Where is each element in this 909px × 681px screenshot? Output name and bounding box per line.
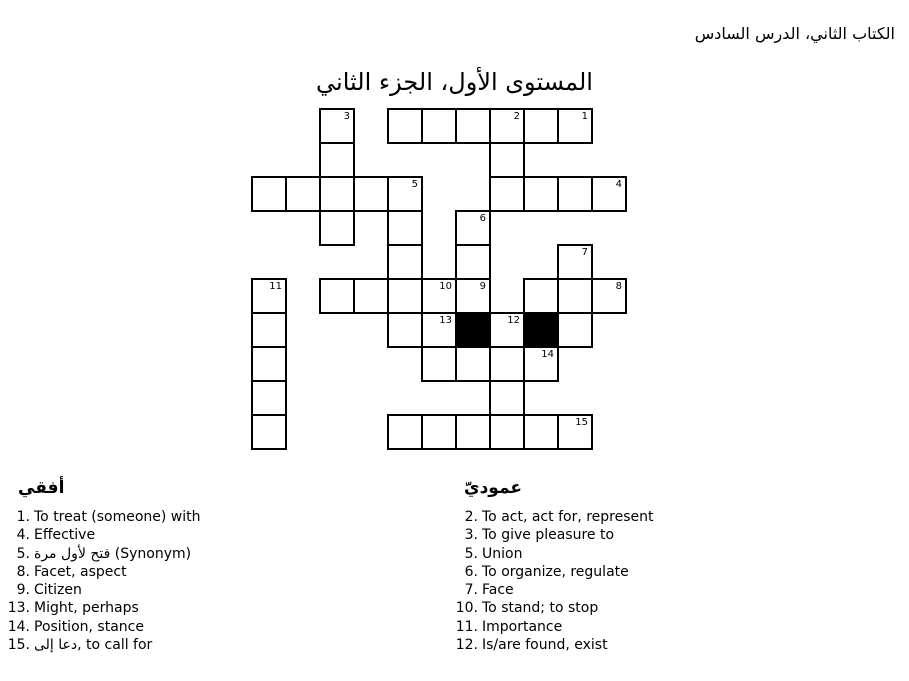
clue-number: 13. <box>7 600 30 617</box>
crossword-cell[interactable] <box>251 312 287 348</box>
down-heading: عموديّ <box>464 478 522 498</box>
crossword-cell[interactable] <box>353 278 389 314</box>
clue-number: 14. <box>7 618 30 635</box>
clue-number: 13 <box>439 315 452 326</box>
crossword-cell[interactable] <box>319 176 355 212</box>
crossword-cell[interactable] <box>421 278 457 314</box>
clue-number: 2. <box>464 509 478 525</box>
down-clue <box>448 545 654 563</box>
crossword-black-cell <box>523 312 559 348</box>
crossword-cell[interactable] <box>489 312 525 348</box>
crossword-cell[interactable] <box>319 108 355 144</box>
across-clue <box>0 545 201 563</box>
crossword-cell[interactable] <box>251 278 287 314</box>
clue-text: Importance <box>482 618 563 635</box>
down-clue <box>448 599 654 617</box>
across-clue <box>0 508 201 526</box>
clue-number: 12. <box>455 637 478 654</box>
crossword-cell[interactable] <box>489 346 525 382</box>
crossword-cell[interactable] <box>387 176 423 212</box>
down-clue <box>448 508 654 526</box>
crossword-cell[interactable] <box>455 244 491 280</box>
across-clue <box>0 563 201 581</box>
page-title: المستوى الأول، الجزء الثاني <box>316 68 593 96</box>
clue-number: 5 <box>411 179 418 190</box>
crossword-cell[interactable] <box>251 346 287 382</box>
crossword-cell[interactable] <box>387 278 423 314</box>
crossword-cell[interactable] <box>489 414 525 450</box>
down-clue <box>448 618 654 636</box>
crossword-cell[interactable] <box>353 176 389 212</box>
across-clue-list <box>0 508 201 654</box>
crossword-cell[interactable] <box>387 210 423 246</box>
clue-number: 6 <box>479 213 486 224</box>
clue-number: 10 <box>439 281 452 292</box>
down-clue <box>448 636 654 654</box>
crossword-cell[interactable] <box>387 244 423 280</box>
clue-text: To give pleasure to <box>482 527 615 544</box>
across-clue <box>0 636 201 654</box>
crossword-cell[interactable] <box>455 414 491 450</box>
across-heading: أفقي <box>18 478 65 498</box>
clue-number: 1. <box>16 509 30 525</box>
clue-text: Effective <box>34 527 96 544</box>
clue-number: 2 <box>513 111 520 122</box>
crossword-cell[interactable] <box>557 244 593 280</box>
clue-number: 3. <box>464 527 478 544</box>
clue-text: Union <box>482 545 523 562</box>
crossword-cell[interactable] <box>523 414 559 450</box>
clue-text: Might, perhaps <box>34 600 139 617</box>
crossword-cell[interactable] <box>387 108 423 144</box>
down-clue <box>448 563 654 581</box>
across-clue <box>0 618 201 636</box>
crossword-cell[interactable] <box>455 346 491 382</box>
clue-text: Position, stance <box>34 618 144 635</box>
crossword-cell[interactable] <box>455 278 491 314</box>
down-clue <box>448 581 654 599</box>
crossword-cell[interactable] <box>591 278 627 314</box>
clue-number: 11. <box>455 618 478 635</box>
crossword-cell[interactable] <box>455 108 491 144</box>
clue-number: 12 <box>507 315 520 326</box>
crossword-cell[interactable] <box>421 414 457 450</box>
crossword-cell[interactable] <box>523 346 559 382</box>
clue-text: Is/are found, exist <box>482 637 608 654</box>
across-clue <box>0 599 201 617</box>
crossword-cell[interactable] <box>421 346 457 382</box>
crossword-cell[interactable] <box>557 278 593 314</box>
crossword-black-cell <box>455 312 491 348</box>
crossword-cell[interactable] <box>489 176 525 212</box>
crossword-cell[interactable] <box>319 278 355 314</box>
clue-number: 14 <box>541 349 554 360</box>
crossword-cell[interactable] <box>251 380 287 416</box>
crossword-cell[interactable] <box>319 142 355 178</box>
clue-number: 7 <box>581 247 588 258</box>
crossword-cell[interactable] <box>591 176 627 212</box>
clue-text: To treat (someone) with <box>34 509 201 525</box>
clue-number: 15. <box>7 637 30 654</box>
crossword-cell[interactable] <box>489 142 525 178</box>
crossword-cell[interactable] <box>523 108 559 144</box>
clue-number: 6. <box>464 563 478 580</box>
crossword-cell[interactable] <box>557 176 593 212</box>
crossword-cell[interactable] <box>523 176 559 212</box>
clue-number: 1 <box>581 111 588 122</box>
crossword-cell[interactable] <box>557 414 593 450</box>
clue-number: 7. <box>464 582 478 599</box>
clue-number: 9 <box>479 281 486 292</box>
clue-number: 8. <box>16 563 30 580</box>
across-clue <box>0 526 201 544</box>
clue-number: 8 <box>615 281 622 292</box>
crossword-cell[interactable] <box>251 176 287 212</box>
crossword-cell[interactable] <box>421 108 457 144</box>
crossword-cell[interactable] <box>455 210 491 246</box>
clue-text: To act, act for, represent <box>482 509 654 525</box>
clue-text: To organize, regulate <box>482 563 629 580</box>
clue-number: 4 <box>615 179 622 190</box>
clue-number: 5. <box>464 545 478 562</box>
clue-number: 9. <box>16 582 30 599</box>
clue-number: 4. <box>16 527 30 544</box>
crossword-cell[interactable] <box>319 210 355 246</box>
clue-number: 3 <box>343 111 350 122</box>
down-clue <box>448 526 654 544</box>
crossword-cell[interactable] <box>251 414 287 450</box>
crossword-cell[interactable] <box>285 176 321 212</box>
down-clue-list <box>448 508 654 654</box>
crossword-cell[interactable] <box>489 380 525 416</box>
clue-number: 11 <box>269 281 282 292</box>
clue-number: 15 <box>575 417 588 428</box>
clue-text: Citizen <box>34 582 82 599</box>
crossword-cell[interactable] <box>387 312 423 348</box>
crossword-cell[interactable] <box>387 414 423 450</box>
clue-text: To stand; to stop <box>482 600 599 617</box>
clue-number: 5. <box>16 545 30 562</box>
crossword-cell[interactable] <box>489 108 525 144</box>
crossword-cell[interactable] <box>523 278 559 314</box>
crossword-cell[interactable] <box>557 108 593 144</box>
clue-number: 10. <box>455 600 478 617</box>
page-header: الكتاب الثاني، الدرس السادس <box>694 24 895 43</box>
clue-text: Facet, aspect <box>34 563 127 580</box>
across-clue <box>0 581 201 599</box>
clue-text: فتح لأول مرة (Synonym) <box>34 545 192 562</box>
clue-text: دعا إلى, to call for <box>34 637 153 654</box>
clue-text: Face <box>482 582 514 599</box>
crossword-cell[interactable] <box>557 312 593 348</box>
crossword-cell[interactable] <box>421 312 457 348</box>
